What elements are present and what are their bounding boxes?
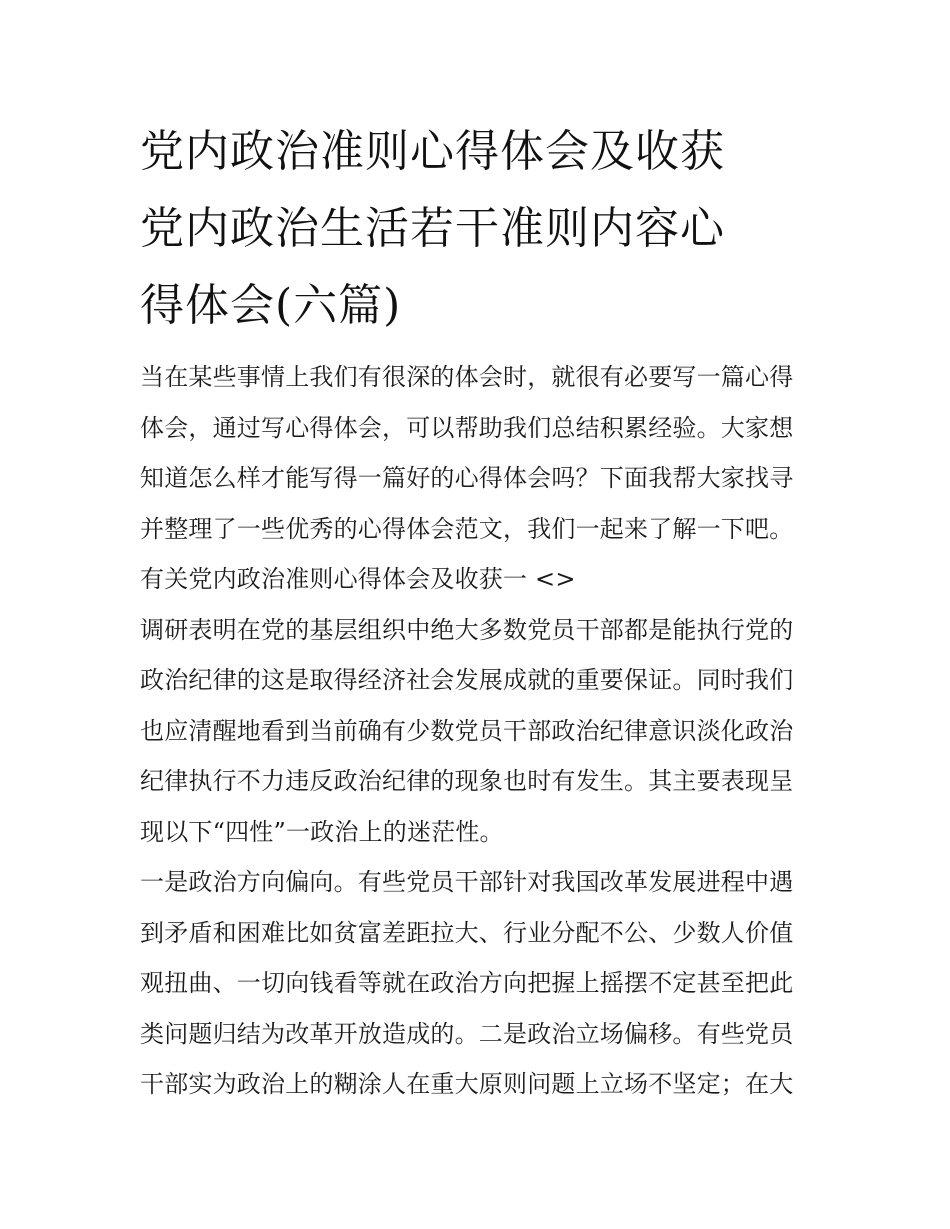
paragraph-line: 调研表明在党的基层组织中绝大多数党员干部都是能执行党的 bbox=[140, 615, 794, 644]
document-body bbox=[140, 352, 812, 1110]
title-line: 得体会(六篇) bbox=[140, 280, 402, 331]
paragraph-line: 也应清醒地看到当前确有少数党员干部政治纪律意识淡化政治 bbox=[140, 716, 794, 745]
document-title bbox=[140, 113, 812, 344]
intro-line: 体会，通过写心得体会，可以帮助我们总结积累经验。大家想 bbox=[140, 413, 794, 442]
intro-line: 并整理了一些优秀的心得体会范文，我们一起来了解一下吧。 bbox=[140, 514, 794, 543]
section-heading: 有关党内政治准则心得体会及收获一 <> bbox=[140, 565, 576, 593]
title-line: 党内政治准则心得体会及收获 bbox=[140, 126, 725, 177]
paragraph-line: 观扭曲、一切向钱看等就在政治方向把握上摇摆不定甚至把此 bbox=[140, 969, 794, 997]
paragraph-line: 到矛盾和困难比如贫富差距拉大、行业分配不公、少数人价值 bbox=[140, 918, 794, 947]
intro-line: 知道怎么样才能写得一篇好的心得体会吗？下面我帮大家找寻 bbox=[140, 464, 794, 492]
paragraph-line: 政治纪律的这是取得经济社会发展成就的重要保证。同时我们 bbox=[140, 666, 794, 694]
title-line: 党内政治生活若干准则内容心 bbox=[140, 203, 725, 254]
intro-line: 当在某些事情上我们有很深的体会时，就很有必要写一篇心得 bbox=[140, 363, 794, 391]
paragraph-line: 一是政治方向偏向。有些党员干部针对我国改革发展进程中遇 bbox=[140, 868, 794, 896]
paragraph-line: 类问题归结为改革开放造成的。二是政治立场偏移。有些党员 bbox=[140, 1019, 794, 1048]
paragraph-line: 纪律执行不力违反政治纪律的现象也时有发生。其主要表现呈 bbox=[140, 767, 794, 795]
paragraph-line: 现以下“四性”一政治上的迷茫性。 bbox=[140, 817, 504, 846]
paragraph-line: 干部实为政治上的糊涂人在重大原则问题上立场不坚定；在大 bbox=[140, 1070, 794, 1098]
